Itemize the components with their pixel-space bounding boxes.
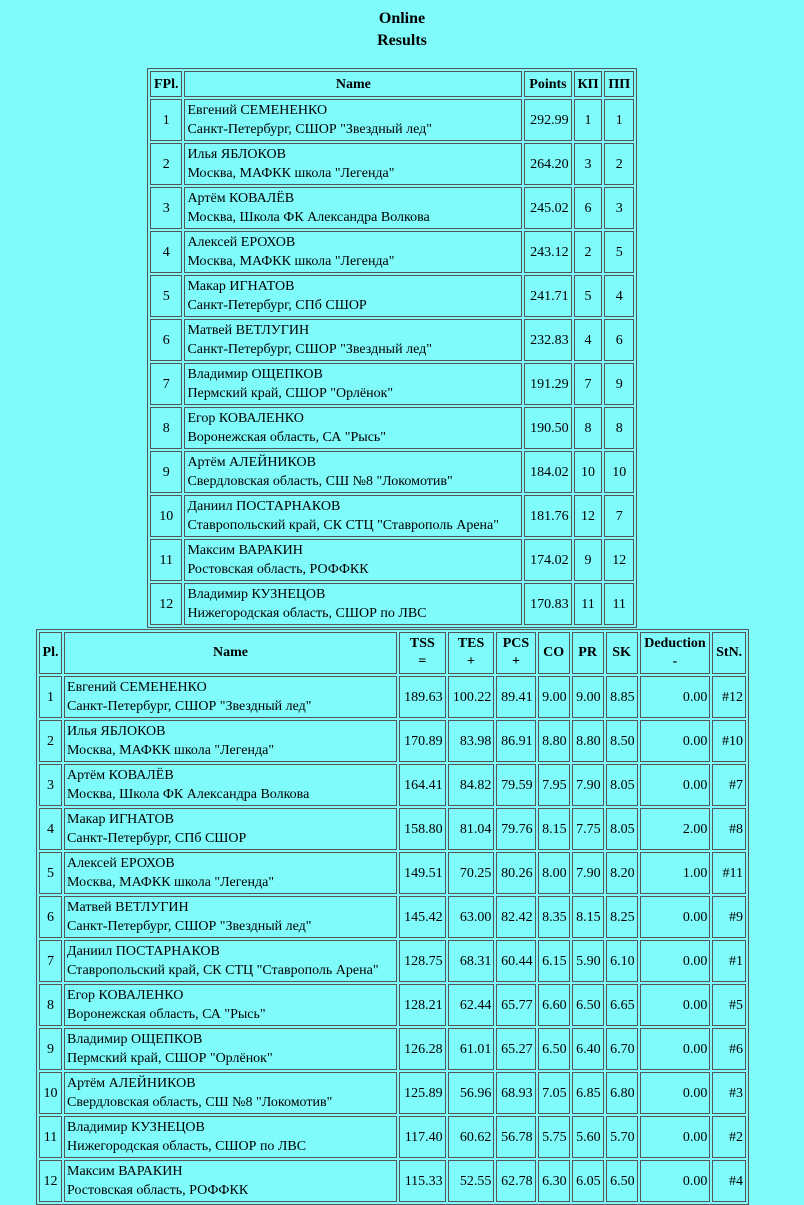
athlete-club: Санкт-Петербург, СШОР "Звездный лед" [67, 699, 312, 714]
col-header-co: CO [538, 632, 570, 674]
pcs-cell: 62.78 [496, 1160, 535, 1202]
athlete-club: Москва, МАФКК школа "Легенда" [187, 166, 395, 181]
pcs-cell: 82.42 [496, 896, 535, 938]
athlete-club: Нижегородская область, СШОР по ЛВС [67, 1139, 307, 1154]
place-cell: 5 [39, 852, 62, 894]
sp-place-cell: 7 [574, 363, 603, 405]
pr-cell: 9.00 [572, 676, 604, 718]
sp-place-cell: 3 [574, 143, 603, 185]
col-header-sk: SK [606, 632, 638, 674]
tes-cell: 60.62 [448, 1116, 495, 1158]
table-row [39, 676, 746, 718]
co-cell: 8.00 [538, 852, 570, 894]
athlete-club: Ставропольский край, СК СТЦ "Ставрополь Арена" [67, 963, 379, 978]
athlete-club: Ростовская область, РОФФКК [67, 1183, 249, 1198]
athlete-cell [184, 495, 522, 537]
athlete-name: Владимир ОЩЕПКОВ [187, 367, 323, 382]
co-cell: 8.80 [538, 720, 570, 762]
fs-place-cell: 10 [604, 451, 634, 493]
tss-cell: 158.80 [399, 808, 446, 850]
pcs-cell: 89.41 [496, 676, 535, 718]
place-cell: 6 [150, 319, 182, 361]
athlete-name: Артём АЛЕЙНИКОВ [67, 1076, 196, 1091]
deduction-cell: 0.00 [640, 1160, 711, 1202]
start-number-cell: #5 [712, 984, 746, 1026]
tss-cell: 164.41 [399, 764, 446, 806]
athlete-club: Москва, Школа ФК Александра Волкова [67, 787, 310, 802]
sk-cell: 8.50 [606, 720, 638, 762]
table-row [39, 896, 746, 938]
co-cell: 7.95 [538, 764, 570, 806]
deduction-cell: 1.00 [640, 852, 711, 894]
athlete-name: Владимир ОЩЕПКОВ [67, 1032, 203, 1047]
pcs-cell: 60.44 [496, 940, 535, 982]
athlete-club: Санкт-Петербург, СПб СШОР [67, 831, 247, 846]
athlete-cell [64, 852, 397, 894]
title-line-1: Online [378, 10, 426, 27]
points-cell: 174.02 [524, 539, 571, 581]
fs-place-cell: 2 [604, 143, 634, 185]
athlete-club: Москва, Школа ФК Александра Волкова [187, 210, 430, 225]
sp-place-cell: 8 [574, 407, 603, 449]
table-row [39, 1160, 746, 1202]
athlete-name: Алексей ЕРОХОВ [67, 856, 175, 871]
sk-cell: 6.50 [606, 1160, 638, 1202]
athlete-cell [64, 1028, 397, 1070]
points-cell: 245.02 [524, 187, 571, 229]
sp-place-cell: 2 [574, 231, 603, 273]
athlete-club: Москва, МАФКК школа "Легенда" [67, 743, 275, 758]
athlete-name: Артём КОВАЛЁВ [67, 768, 174, 783]
place-cell: 3 [150, 187, 182, 229]
points-cell: 232.83 [524, 319, 571, 361]
athlete-club: Воронежская область, СА "Рысь" [67, 1007, 266, 1022]
athlete-cell [184, 539, 522, 581]
athlete-cell [64, 984, 397, 1026]
points-cell: 191.29 [524, 363, 571, 405]
tes-cell: 52.55 [448, 1160, 495, 1202]
start-number-cell: #4 [712, 1160, 746, 1202]
pr-cell: 7.90 [572, 852, 604, 894]
points-cell: 181.76 [524, 495, 571, 537]
start-number-cell: #8 [712, 808, 746, 850]
athlete-name: Владимир КУЗНЕЦОВ [187, 587, 326, 602]
co-cell: 5.75 [538, 1116, 570, 1158]
fs-place-cell: 3 [604, 187, 634, 229]
co-cell: 8.15 [538, 808, 570, 850]
place-cell: 10 [150, 495, 182, 537]
athlete-club: Санкт-Петербург, СПб СШОР [187, 298, 367, 313]
place-cell: 5 [150, 275, 182, 317]
place-cell: 4 [150, 231, 182, 273]
athlete-cell [184, 187, 522, 229]
tss-cell: 149.51 [399, 852, 446, 894]
deduction-cell: 0.00 [640, 720, 711, 762]
pr-cell: 5.60 [572, 1116, 604, 1158]
pr-cell: 6.85 [572, 1072, 604, 1114]
pcs-cell: 79.59 [496, 764, 535, 806]
table-row [39, 1028, 746, 1070]
athlete-name: Даниил ПОСТАРНАКОВ [187, 499, 341, 514]
tes-cell: 83.98 [448, 720, 495, 762]
place-cell: 11 [150, 539, 182, 581]
sp-place-cell: 4 [574, 319, 603, 361]
athlete-name: Артём АЛЕЙНИКОВ [187, 455, 316, 470]
col-header-pr: PR [572, 632, 604, 674]
pcs-cell: 80.26 [496, 852, 535, 894]
col-header-tss: TSS = [399, 632, 446, 674]
athlete-club: Санкт-Петербург, СШОР "Звездный лед" [187, 342, 432, 357]
fs-place-cell: 12 [604, 539, 634, 581]
athlete-club: Москва, МАФКК школа "Легенда" [187, 254, 395, 269]
table-row [150, 407, 634, 449]
pr-cell: 7.75 [572, 808, 604, 850]
athlete-club: Санкт-Петербург, СШОР "Звездный лед" [67, 919, 312, 934]
page-title [0, 8, 804, 52]
pr-cell: 7.90 [572, 764, 604, 806]
sk-cell: 6.80 [606, 1072, 638, 1114]
place-cell: 7 [150, 363, 182, 405]
start-number-cell: #6 [712, 1028, 746, 1070]
deduction-cell: 0.00 [640, 1072, 711, 1114]
athlete-cell [64, 808, 397, 850]
athlete-cell [64, 676, 397, 718]
tes-cell: 68.31 [448, 940, 495, 982]
sp-place-cell: 9 [574, 539, 603, 581]
co-cell: 6.60 [538, 984, 570, 1026]
deduction-cell: 0.00 [640, 896, 711, 938]
athlete-cell [184, 143, 522, 185]
fs-place-cell: 11 [604, 583, 634, 625]
col-header-fpl: FPl. [150, 71, 182, 97]
place-cell: 8 [150, 407, 182, 449]
tes-cell: 62.44 [448, 984, 495, 1026]
athlete-cell [64, 764, 397, 806]
table-row [39, 852, 746, 894]
table-row [39, 1072, 746, 1114]
tes-cell: 84.82 [448, 764, 495, 806]
deduction-cell: 0.00 [640, 984, 711, 1026]
deduction-cell: 0.00 [640, 764, 711, 806]
athlete-cell [64, 1116, 397, 1158]
tes-cell: 63.00 [448, 896, 495, 938]
fs-place-cell: 8 [604, 407, 634, 449]
athlete-name: Матвей ВЕТЛУГИН [187, 323, 310, 338]
athlete-name: Владимир КУЗНЕЦОВ [67, 1120, 205, 1135]
place-cell: 9 [150, 451, 182, 493]
sk-cell: 6.65 [606, 984, 638, 1026]
athlete-name: Максим ВАРАКИН [187, 543, 303, 558]
athlete-cell [184, 363, 522, 405]
place-cell: 11 [39, 1116, 62, 1158]
place-cell: 12 [150, 583, 182, 625]
athlete-name: Макар ИГНАТОВ [67, 812, 174, 827]
pcs-cell: 65.77 [496, 984, 535, 1026]
place-cell: 4 [39, 808, 62, 850]
sk-cell: 8.25 [606, 896, 638, 938]
athlete-name: Даниил ПОСТАРНАКОВ [67, 944, 220, 959]
place-cell: 2 [150, 143, 182, 185]
table-row [39, 720, 746, 762]
table-row [150, 539, 634, 581]
athlete-name: Артём КОВАЛЁВ [187, 191, 295, 206]
athlete-name: Евгений СЕМЕНЕНКО [67, 680, 207, 695]
start-number-cell: #3 [712, 1072, 746, 1114]
start-number-cell: #9 [712, 896, 746, 938]
deduction-cell: 0.00 [640, 1028, 711, 1070]
table-row [150, 231, 634, 273]
col-header-stn: StN. [712, 632, 746, 674]
sk-cell: 8.85 [606, 676, 638, 718]
table-row [150, 275, 634, 317]
co-cell: 8.35 [538, 896, 570, 938]
fs-place-cell: 1 [604, 99, 634, 141]
col-header-sp: КП [574, 71, 603, 97]
pr-cell: 6.50 [572, 984, 604, 1026]
tss-cell: 128.75 [399, 940, 446, 982]
pcs-cell: 68.93 [496, 1072, 535, 1114]
pr-cell: 5.90 [572, 940, 604, 982]
tss-cell: 126.28 [399, 1028, 446, 1070]
athlete-cell [184, 275, 522, 317]
table-row [150, 451, 634, 493]
sk-cell: 8.20 [606, 852, 638, 894]
athlete-name: Егор КОВАЛЕНКО [67, 988, 184, 1003]
sk-cell: 8.05 [606, 764, 638, 806]
sk-cell: 6.10 [606, 940, 638, 982]
tes-cell: 81.04 [448, 808, 495, 850]
tss-cell: 117.40 [399, 1116, 446, 1158]
place-cell: 12 [39, 1160, 62, 1202]
pcs-cell: 86.91 [496, 720, 535, 762]
co-cell: 6.15 [538, 940, 570, 982]
athlete-club: Ставропольский край, СК СТЦ "Ставрополь Арена" [187, 518, 499, 533]
fs-place-cell: 7 [604, 495, 634, 537]
athlete-name: Матвей ВЕТЛУГИН [67, 900, 189, 915]
sp-place-cell: 1 [574, 99, 603, 141]
co-cell: 7.05 [538, 1072, 570, 1114]
table-row [150, 187, 634, 229]
athlete-club: Воронежская область, СА "Рысь" [187, 430, 387, 445]
athlete-cell [184, 583, 522, 625]
athlete-club: Москва, МАФКК школа "Легенда" [67, 875, 275, 890]
deduction-cell: 0.00 [640, 676, 711, 718]
athlete-cell [64, 940, 397, 982]
place-cell: 7 [39, 940, 62, 982]
athlete-cell [184, 99, 522, 141]
final-header-row [150, 71, 634, 97]
table-row [150, 143, 634, 185]
pr-cell: 6.05 [572, 1160, 604, 1202]
start-number-cell: #11 [712, 852, 746, 894]
table-row [150, 99, 634, 141]
sk-cell: 6.70 [606, 1028, 638, 1070]
place-cell: 3 [39, 764, 62, 806]
athlete-cell [64, 1072, 397, 1114]
tes-cell: 56.96 [448, 1072, 495, 1114]
points-cell: 292.99 [524, 99, 571, 141]
col-header-pcs: PCS + [496, 632, 535, 674]
athlete-cell [184, 231, 522, 273]
co-cell: 9.00 [538, 676, 570, 718]
start-number-cell: #10 [712, 720, 746, 762]
sk-cell: 5.70 [606, 1116, 638, 1158]
start-number-cell: #7 [712, 764, 746, 806]
athlete-name: Макар ИГНАТОВ [187, 279, 295, 294]
athlete-club: Свердловская область, СШ №8 "Локомотив" [67, 1095, 333, 1110]
pr-cell: 8.80 [572, 720, 604, 762]
table-row [150, 363, 634, 405]
co-cell: 6.30 [538, 1160, 570, 1202]
col-header-points: Points [524, 71, 571, 97]
table-row [39, 940, 746, 982]
points-cell: 190.50 [524, 407, 571, 449]
pr-cell: 8.15 [572, 896, 604, 938]
points-cell: 170.83 [524, 583, 571, 625]
athlete-cell [64, 1160, 397, 1202]
tes-cell: 70.25 [448, 852, 495, 894]
place-cell: 1 [150, 99, 182, 141]
place-cell: 6 [39, 896, 62, 938]
pcs-cell: 56.78 [496, 1116, 535, 1158]
tss-cell: 125.89 [399, 1072, 446, 1114]
place-cell: 8 [39, 984, 62, 1026]
place-cell: 2 [39, 720, 62, 762]
title-line-2: Results [377, 32, 427, 49]
deduction-cell: 0.00 [640, 940, 711, 982]
sp-place-cell: 6 [574, 187, 603, 229]
tss-cell: 145.42 [399, 896, 446, 938]
col-header-fs: ПП [604, 71, 634, 97]
tss-cell: 128.21 [399, 984, 446, 1026]
tes-cell: 100.22 [448, 676, 495, 718]
athlete-name: Егор КОВАЛЕНКО [187, 411, 304, 426]
place-cell: 10 [39, 1072, 62, 1114]
table-row [39, 764, 746, 806]
start-number-cell: #1 [712, 940, 746, 982]
start-number-cell: #12 [712, 676, 746, 718]
points-cell: 243.12 [524, 231, 571, 273]
points-cell: 241.71 [524, 275, 571, 317]
athlete-name: Алексей ЕРОХОВ [187, 235, 296, 250]
athlete-club: Ростовская область, РОФФКК [187, 562, 369, 577]
athlete-name: Илья ЯБЛОКОВ [67, 724, 166, 739]
final-results-table [147, 68, 637, 628]
deduction-cell: 0.00 [640, 1116, 711, 1158]
pcs-cell: 65.27 [496, 1028, 535, 1070]
table-row [150, 495, 634, 537]
athlete-club: Пермский край, СШОР "Орлёнок" [67, 1051, 273, 1066]
place-cell: 9 [39, 1028, 62, 1070]
athlete-cell [184, 319, 522, 361]
athlete-club: Свердловская область, СШ №8 "Локомотив" [187, 474, 453, 489]
athlete-club: Нижегородская область, СШОР по ЛВС [187, 606, 427, 621]
athlete-cell [184, 407, 522, 449]
sp-place-cell: 5 [574, 275, 603, 317]
col-header-tes: TES + [448, 632, 495, 674]
fs-place-cell: 5 [604, 231, 634, 273]
segment-results-table [36, 629, 749, 1205]
pr-cell: 6.40 [572, 1028, 604, 1070]
sp-place-cell: 11 [574, 583, 603, 625]
table-row [150, 583, 634, 625]
fs-place-cell: 9 [604, 363, 634, 405]
athlete-club: Пермский край, СШОР "Орлёнок" [187, 386, 394, 401]
tss-cell: 189.63 [399, 676, 446, 718]
athlete-cell [64, 720, 397, 762]
place-cell: 1 [39, 676, 62, 718]
start-number-cell: #2 [712, 1116, 746, 1158]
sp-place-cell: 10 [574, 451, 603, 493]
tss-cell: 115.33 [399, 1160, 446, 1202]
col-header-name: Name [64, 632, 397, 674]
table-row [39, 1116, 746, 1158]
table-row [39, 808, 746, 850]
fs-place-cell: 6 [604, 319, 634, 361]
athlete-cell [184, 451, 522, 493]
co-cell: 6.50 [538, 1028, 570, 1070]
col-header-name: Name [184, 71, 522, 97]
sp-place-cell: 12 [574, 495, 603, 537]
athlete-name: Илья ЯБЛОКОВ [187, 147, 286, 162]
sk-cell: 8.05 [606, 808, 638, 850]
athlete-name: Евгений СЕМЕНЕНКО [187, 103, 328, 118]
pcs-cell: 79.76 [496, 808, 535, 850]
tss-cell: 170.89 [399, 720, 446, 762]
points-cell: 184.02 [524, 451, 571, 493]
table-row [39, 984, 746, 1026]
table-row [150, 319, 634, 361]
col-header-pl: Pl. [39, 632, 62, 674]
athlete-cell [64, 896, 397, 938]
deduction-cell: 2.00 [640, 808, 711, 850]
col-header-deduction: Deduction - [640, 632, 711, 674]
segment-header-row [39, 632, 746, 674]
points-cell: 264.20 [524, 143, 571, 185]
tes-cell: 61.01 [448, 1028, 495, 1070]
athlete-club: Санкт-Петербург, СШОР "Звездный лед" [187, 122, 432, 137]
athlete-name: Максим ВАРАКИН [67, 1164, 183, 1179]
fs-place-cell: 4 [604, 275, 634, 317]
